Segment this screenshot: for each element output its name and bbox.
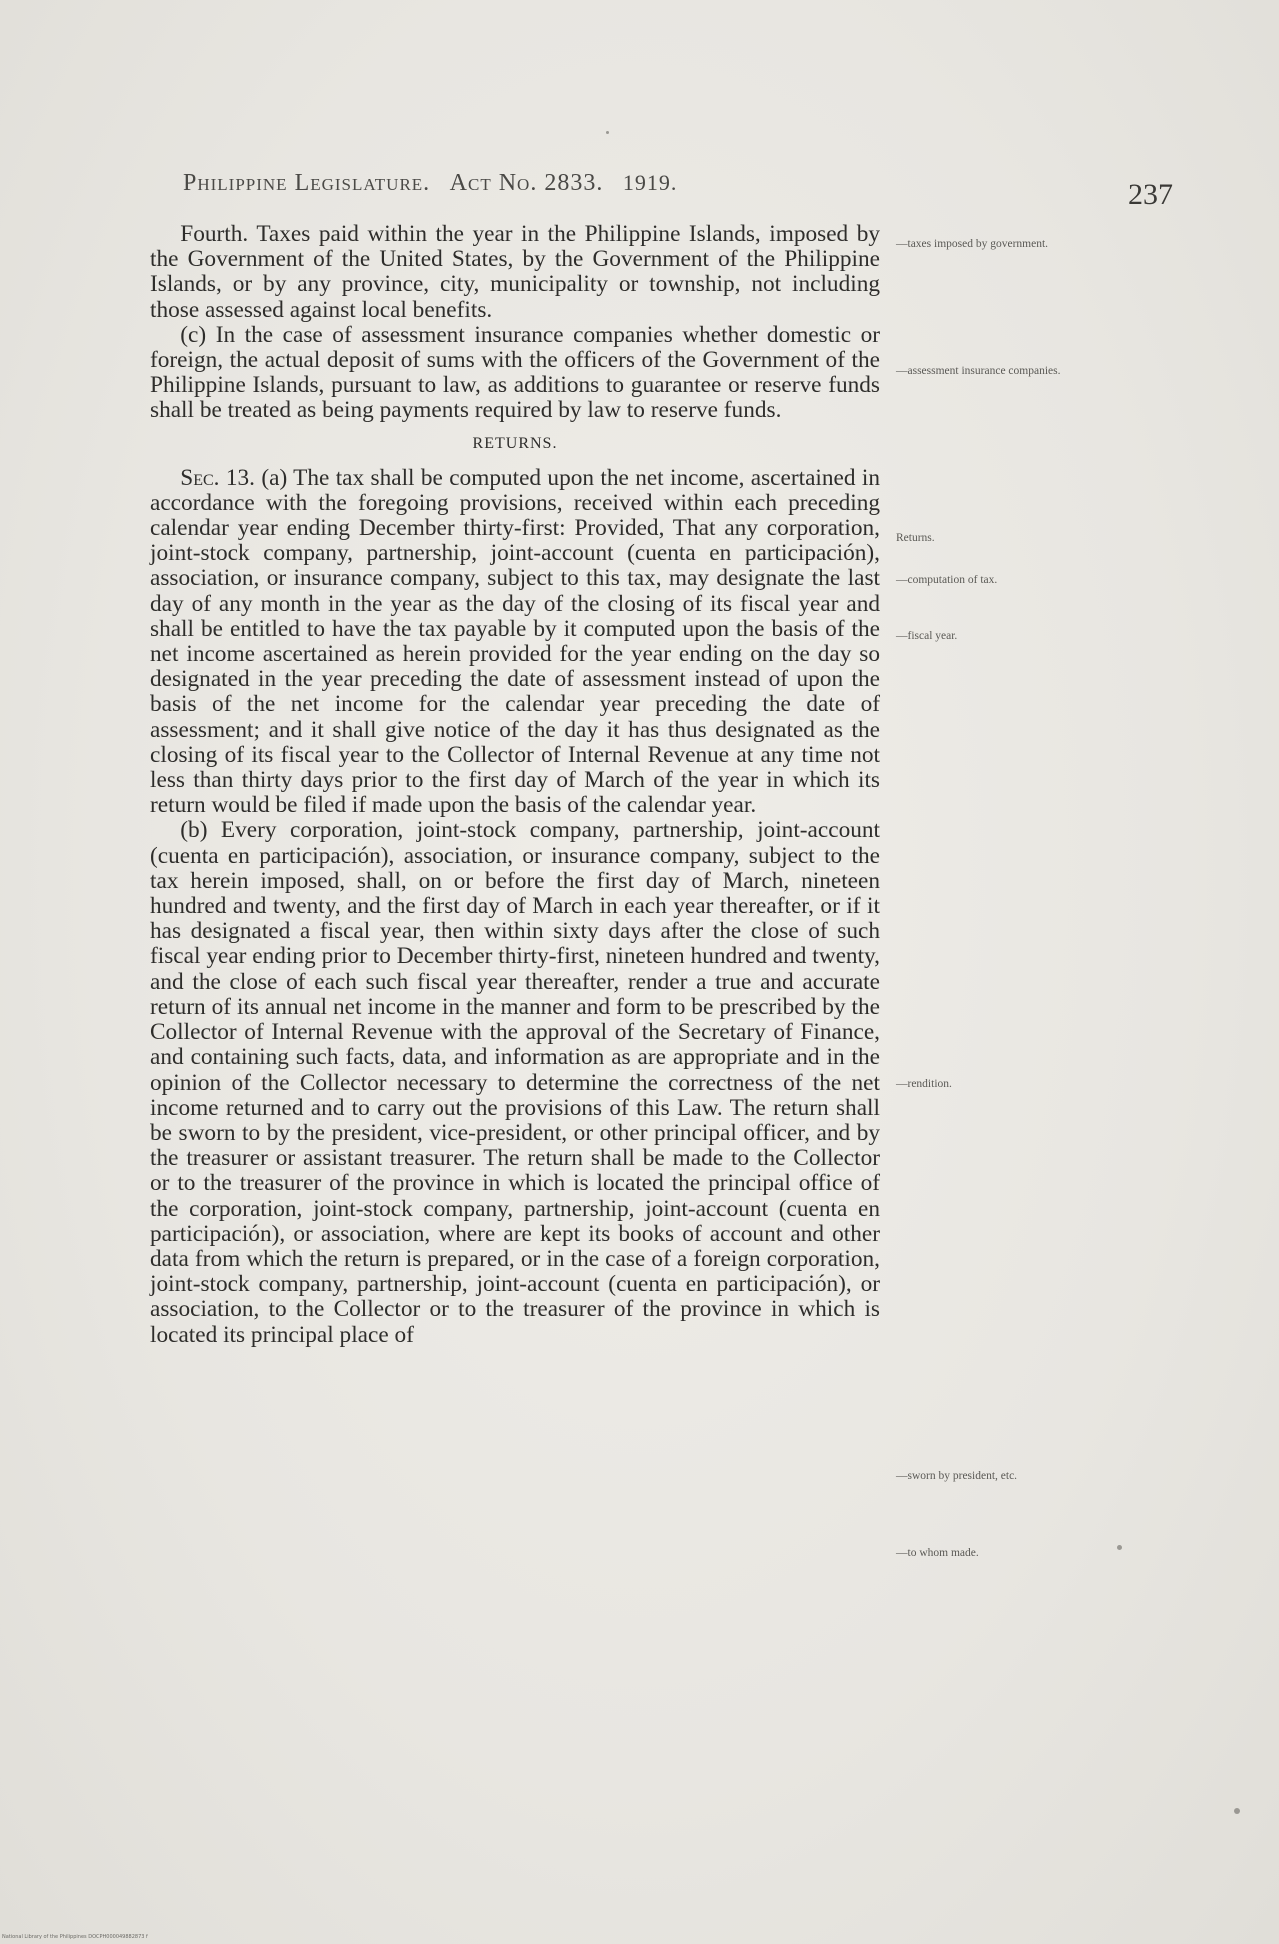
paper-speck: [606, 131, 609, 134]
page-number: 237: [1128, 178, 1173, 211]
body-text: [150, 222, 880, 1348]
paragraph-c: (c) In the case of assessment insurance companies whether domestic or foreign, the actual deposit of sums with the officers of the Government of the Philippine Islands, pursuant to law, as additions to guarantee or reserve funds shall be treated as being payments required by law to reserve funds.: [150, 321, 880, 424]
paper-speck: [1234, 1808, 1240, 1814]
section-label: Sec. 13.: [180, 464, 255, 491]
margin-note-computation: —computation of tax.: [896, 574, 998, 586]
margin-note-to-whom: —to whom made.: [896, 1547, 979, 1559]
act-number: Act No. 2833.: [449, 170, 604, 196]
paragraph-sec-13a: [150, 466, 880, 819]
margin-note-fiscal-year: —fiscal year.: [896, 630, 958, 642]
margin-note-returns: Returns.: [896, 532, 935, 544]
running-title: Philippine Legislature.: [183, 170, 431, 196]
scan-credit: National Library of the Philippines DOCPH000049882873 f: [2, 1934, 148, 1940]
margin-note-rendition: —rendition.: [896, 1078, 952, 1090]
paragraph-b: (b) Every corporation, joint-stock company, partnership, joint-account (cuenta en participación), association, or insurance company, subject to the tax herein imposed, shall, on or before the first day of March, nineteen hundred and twenty, and the first day of March in each year thereafter, or if it has designated a fiscal year, then within sixty days after the close of such fiscal year ending prior to December thirty-first, nineteen hundred and twenty, and the close of each such fiscal year thereafter, render a true and accurate return of its annual net income in the manner and form to be prescribed by the Collector of Internal Revenue with the approval of the Secretary of Finance, and containing such facts, data, and information as are appropriate and in the opinion of the Collector necessary to determine the correctness of the net income returned and to carry out the provisions of this Law. The return shall be sworn to by the president, vice-president, or other principal officer, and by the treasurer or assistant treasurer. The return shall be made to the Collector or to the treasurer of the province in which is located the principal office of the corporation, joint-stock company, partnership, joint-account (cuenta en participación), or association, where are kept its books of account and other data from which the return is prepared, or in the case of a foreign corporation, joint-stock company, partnership, joint-account (cuenta en participación), or association, to the Collector or to the treasurer of the province in which is located its principal place of: [150, 817, 880, 1348]
margin-note-assessment: —assessment insurance companies.: [896, 365, 1061, 377]
running-header: [183, 170, 677, 197]
paragraph-sec-13a-text: (a) The tax shall be computed upon the net income, ascertained in accordance with the foregoing provisions, received within each preceding calendar year ending December thirty-first: Provided, That any corporation, joint-stock company, partnership, joint-account (cuenta en participación), association, or insurance company, subject to this tax, may designate the last day of any month in the year as the day of the closing of its fiscal year and shall be entitled to have the tax payable by it computed upon the basis of the net income ascertained as herein provided for the year ending on the day so designated in the year preceding the date of assessment instead of upon the basis of the net income for the calendar year preceding the date of assessment; and it shall give notice of the day it has thus designated as the closing of its fiscal year to the Collector of Internal Revenue at any time not less than thirty days prior to the first day of March of the year in which its return would be filed if made upon the basis of the calendar year.: [150, 464, 881, 819]
paper-speck: [1117, 1545, 1122, 1550]
margin-note-sworn: —sworn by president, etc.: [896, 1470, 1018, 1482]
section-heading: RETURNS.: [472, 434, 558, 452]
margin-note-taxes: —taxes imposed by government.: [896, 238, 1049, 250]
paragraph-fourth: Fourth. Taxes paid within the year in the Philippine Islands, imposed by the Government of the United States, by the Government of the Philippine Islands, or by any province, city, municipality or township, not including those assessed against local benefits.: [150, 221, 880, 323]
year: 1919.: [622, 170, 678, 195]
